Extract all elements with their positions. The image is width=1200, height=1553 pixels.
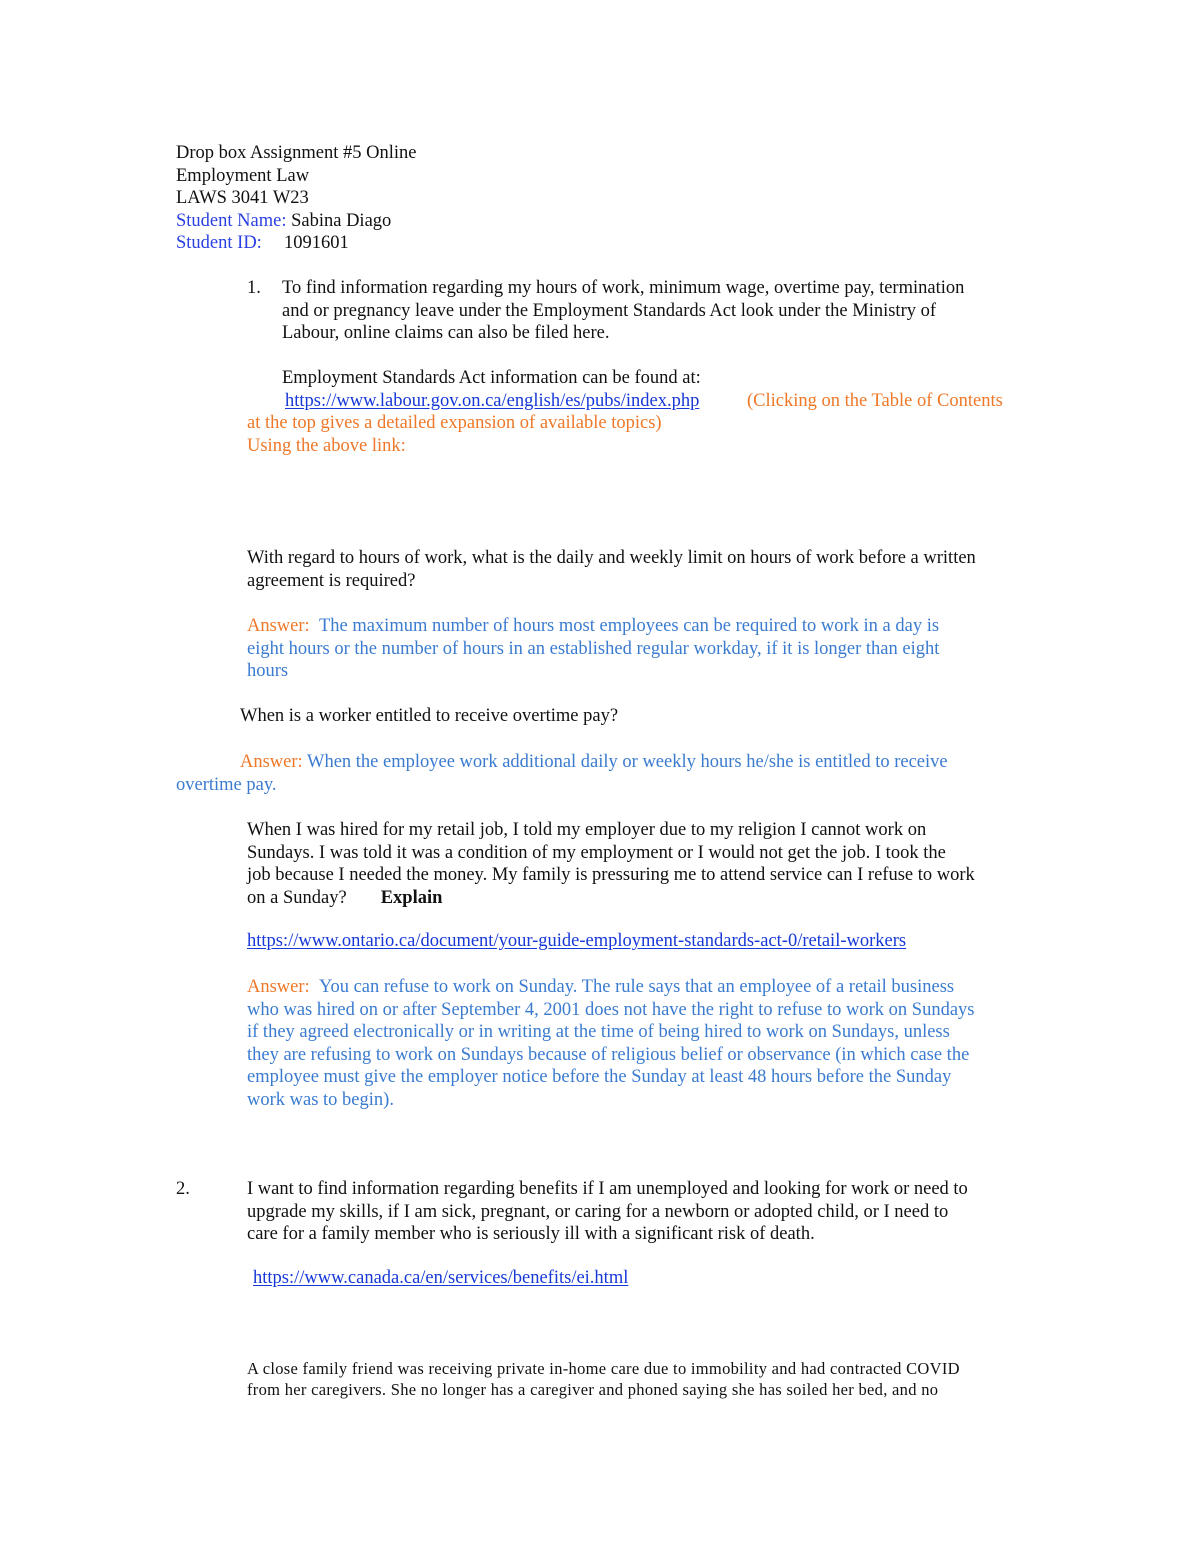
document-header — [176, 142, 417, 255]
retail-question-line: job because I needed the money. My family is pressuring me to attend service can I refuse to work — [247, 865, 975, 886]
question-2-intro-line: upgrade my skills, if I am sick, pregnant, or caring for a newborn or adopted child, or I need to — [247, 1201, 949, 1222]
question-1-intro — [282, 277, 964, 345]
question-1-number: 1. — [247, 278, 261, 298]
ei-benefits-link[interactable]: https://www.canada.ca/en/services/benefits/ei.html — [253, 1268, 629, 1288]
retail-answer-label: Answer: — [247, 977, 310, 997]
retail-answer-text: You can refuse to work on Sunday. The rule says that an employee of a retail business — [318, 977, 955, 997]
retail-answer-line: who was hired on or after September 4, 2001 does not have the right to refuse to work on Sundays — [247, 999, 975, 1020]
hours-answer — [247, 615, 939, 683]
retail-answer-line: work was to begin). — [247, 1089, 394, 1110]
student-id-label: Student ID: — [176, 233, 262, 254]
esa-note-1: (Clicking on the Table of Contents — [747, 391, 1003, 411]
question-1-intro-line: Labour, online claims can also be filed here. — [282, 323, 610, 344]
overtime-answer-first-line — [176, 751, 948, 774]
student-id-value: 1091601 — [284, 233, 349, 254]
esa-intro-text: Employment Standards Act information can be found at: — [282, 368, 701, 388]
hours-question-line: agreement is required? — [247, 570, 416, 591]
hours-question — [247, 547, 976, 592]
overtime-answer-label: Answer: — [240, 752, 303, 772]
esa-note-3: Using the above link: — [247, 435, 406, 456]
esa-link[interactable]: https://www.labour.gov.on.ca/english/es/pubs/index.php — [285, 391, 700, 411]
hours-answer-first-line — [247, 615, 939, 638]
retail-question-line: When I was hired for my retail job, I told my employer due to my religion I cannot work on — [247, 820, 927, 840]
overtime-answer-line: overtime pay. — [176, 774, 277, 795]
hours-answer-line: hours — [247, 661, 289, 682]
retail-answer-line: if they agreed electronically or in writing at the time of being hired to work on Sundays, unless — [247, 1022, 950, 1043]
esa-info-label — [282, 367, 701, 390]
retail-answer — [247, 976, 975, 1112]
retail-question-last-line — [247, 887, 975, 910]
overtime-answer — [176, 751, 948, 796]
overtime-answer-text: When the employee work additional daily or weekly hours he/she is entitled to receive — [306, 752, 948, 772]
scenario-line: from her caregivers. She no longer has a caregiver and phoned saying she has soiled her bed, and no — [247, 1380, 939, 1399]
assignment-title: Drop box Assignment #5 Online — [176, 143, 417, 163]
hours-answer-line: eight hours or the number of hours in an established regular workday, if it is longer than eight — [247, 638, 940, 659]
question-1-intro-line: To find information regarding my hours of work, minimum wage, overtime pay, termination — [282, 278, 965, 298]
course-code: LAWS 3041 W23 — [176, 188, 309, 209]
retail-question-explain: Explain — [380, 887, 443, 908]
esa-note-continued — [247, 412, 662, 457]
course-name: Employment Law — [176, 165, 310, 186]
retail-workers-link[interactable]: https://www.ontario.ca/document/your-guide-employment-standards-act-0/retail-workers — [247, 931, 907, 951]
student-id-row — [176, 232, 417, 255]
esa-note-2: at the top gives a detailed expansion of available topics) — [247, 413, 662, 433]
student-name-label: Student Name: — [176, 210, 287, 231]
covid-scenario — [247, 1358, 960, 1400]
retail-answer-first-line — [247, 976, 975, 999]
hours-answer-text: The maximum number of hours most employees can be required to work in a day is — [318, 616, 940, 636]
hours-question-line: With regard to hours of work, what is the daily and weekly limit on hours of work before a written — [247, 548, 976, 568]
retail-question-line: Sundays. I was told it was a condition of my employment or I would not get the job. I took the — [247, 842, 946, 863]
hours-answer-label: Answer: — [247, 616, 310, 636]
retail-question-last: on a Sunday? — [247, 887, 347, 908]
question-2-intro-line: care for a family member who is seriously ill with a significant risk of death. — [247, 1224, 815, 1245]
student-name-value: Sabina Diago — [291, 210, 392, 231]
overtime-question — [240, 705, 618, 728]
question-2-number: 2. — [176, 1179, 190, 1199]
overtime-question-text: When is a worker entitled to receive overtime pay? — [240, 706, 619, 726]
retail-answer-line: they are refusing to work on Sundays because of religious belief or observance (in which case the — [247, 1044, 970, 1065]
scenario-line: A close family friend was receiving private in-home care due to immobility and had contracted COVID — [247, 1359, 960, 1378]
question-2-intro-line: I want to find information regarding benefits if I am unemployed and looking for work or need to — [247, 1179, 968, 1199]
question-2-intro — [247, 1178, 968, 1246]
student-name-row — [176, 210, 417, 233]
question-1-intro-line: and or pregnancy leave under the Employment Standards Act look under the Ministry of — [282, 300, 937, 321]
retail-question — [247, 819, 975, 909]
retail-answer-line: employee must give the employer notice before the Sunday at least 48 hours before the Sunday — [247, 1067, 952, 1088]
